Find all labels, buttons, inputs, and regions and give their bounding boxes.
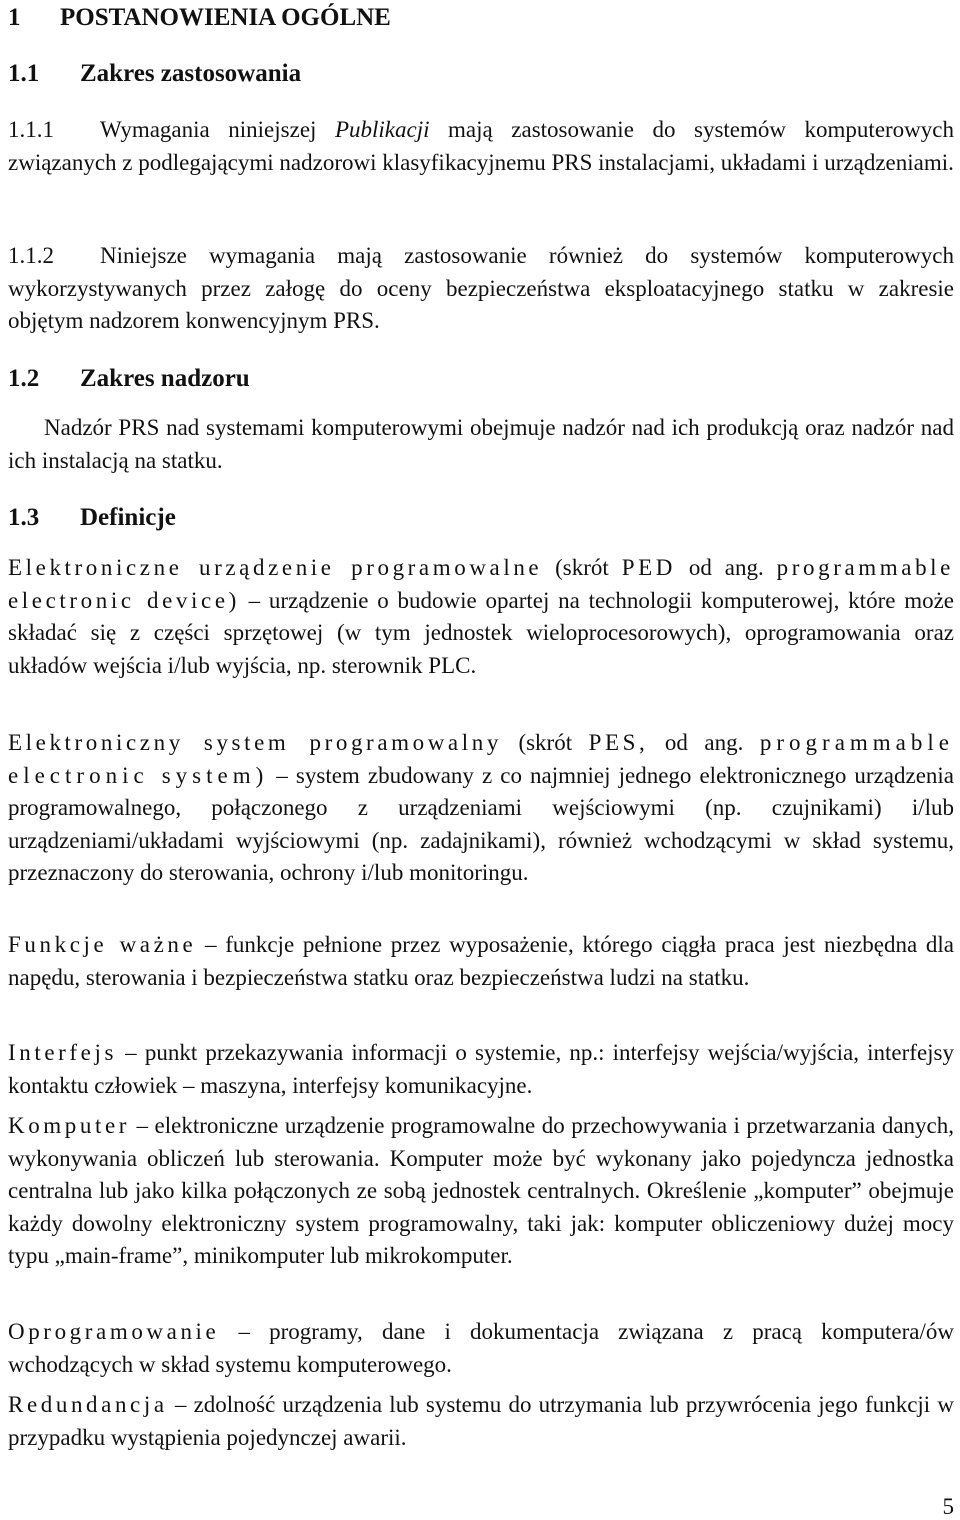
section-title: Zakres nadzoru (80, 365, 250, 392)
definition-redundancja (8, 1389, 954, 1454)
section-heading-1-1 (8, 60, 301, 88)
chapter-number: 1 (8, 4, 21, 31)
definition-text: – system zbudowany z co najmniej jednego elektronicznego urządzenia programowalnego, połączonego z urządzeniami wejściowymi (np. czujnikami) i/lub urządzeniami/układami wyjściowymi (np. zadajnikami), również wchodzącymi w skład systemu, przeznaczony do sterowania, ochrony i/lub monitoringu. (8, 762, 954, 885)
section-title: Definicje (80, 504, 176, 531)
paragraph-italic-text: Publikacji (334, 117, 430, 142)
page-number: 5 (942, 1494, 954, 1519)
chapter-title: POSTANOWIENIA OGÓLNE (60, 4, 391, 31)
definition-term: Komputer (8, 1113, 131, 1138)
chapter-heading (8, 4, 391, 32)
definition-oprogramowanie (8, 1316, 954, 1381)
section-heading-1-3 (8, 504, 176, 532)
paragraph-text: Wymagania niniejszej (100, 117, 335, 142)
definition-text: – punkt przekazywania informacji o systemie, np.: interfejsy wejścia/wyjścia, interfejsy kontaktu człowiek – maszyna, interfejsy komunikacyjne. (8, 1040, 954, 1098)
paragraph-text: mają zastosowanie do systemów komputerowych związanych z podlegającymi nadzorowi klasyfikacyjnemu PRS instalacjami, układami i urządzeniami. (8, 117, 955, 175)
definition-text: od ang. (648, 730, 760, 755)
definition-komputer (8, 1110, 954, 1273)
definition-ped (8, 552, 954, 682)
paragraph-1-1-1 (8, 114, 954, 179)
section-number: 1.2 (8, 365, 40, 392)
definition-text: – elektroniczne urządzenie programowalne do przechowywania i przetwarzania danych, wykonywania obliczeń lub sterowania. Komputer może być wykonany jako pojedyncza jednostka centralna lub jako kilka połączonych ze sobą jednostek centralnych. Określenie „komputer” obejmuje każdy dowolny elektroniczny system programowalny, taki jak: komputer obliczeniowy dużej mocy typu „main-frame”, minikomputer lub mikrokomputer. (8, 1113, 954, 1268)
definition-text: od ang. (675, 555, 777, 580)
definition-text: (skrót (501, 730, 589, 755)
section-number: 1.1 (8, 60, 40, 87)
definition-term: Elektroniczny system programowalny (8, 730, 502, 755)
paragraph-number: 1.1.2 (8, 243, 54, 268)
definition-text: – programy, dane i dokumentacja związana z pracą komputera/ów wchodzących w skład systemu komputerowego. (8, 1319, 954, 1377)
definition-term: Elektroniczne urządzenie programowalne (8, 555, 543, 580)
definition-interfejs (8, 1037, 954, 1102)
paragraph-1-2 (8, 412, 954, 477)
paragraph-text: Niniejsze wymagania mają zastosowanie również do systemów komputerowych wykorzystywanych przez załogę do oceny bezpieczeństwa eksploatacyjnego statku w zakresie objętym nadzorem konwencyjnym PRS. (8, 243, 954, 333)
definition-english-term: programmable electronic system) (8, 730, 954, 788)
definition-abbreviation: PED (621, 555, 676, 580)
paragraph-text: Nadzór PRS nad systemami komputerowymi obejmuje nadzór nad ich produkcją oraz nadzór nad ich instalacją na statku. (8, 415, 954, 473)
definition-text: – funkcje pełnione przez wyposażenie, którego ciągła praca jest niezbędna dla napędu, sterowania i bezpieczeństwa statku oraz bezpieczeństwa ludzi na statku. (8, 932, 954, 990)
definition-text: (skrót (542, 555, 622, 580)
definition-term: Redundancja (8, 1392, 168, 1417)
section-number: 1.3 (8, 504, 40, 531)
definition-english-term: programmable electronic device) (8, 555, 954, 613)
definition-term: Interfejs (8, 1040, 118, 1065)
definition-funkcje-wazne (8, 929, 954, 994)
section-heading-1-2 (8, 365, 250, 393)
paragraph-number: 1.1.1 (8, 117, 54, 142)
definition-term: Oprogramowanie (8, 1319, 220, 1344)
definition-pes (8, 727, 954, 890)
definition-text: – zdolność urządzenia lub systemu do utrzymania lub przywrócenia jego funkcji w przypadku wystąpienia pojedynczej awarii. (8, 1392, 954, 1450)
definition-abbreviation: PES, (588, 730, 649, 755)
definition-term: Funkcje ważne (8, 932, 197, 957)
section-title: Zakres zastosowania (80, 60, 302, 87)
definition-text: – urządzenie o budowie opartej na technologii komputerowej, które może składać się z części sprzętowej (w tym jednostek wieloprocesorowych), oprogramowania oraz układów wejścia i/lub wyjścia, np. sterownik PLC. (8, 587, 955, 678)
paragraph-1-1-2 (8, 240, 954, 338)
